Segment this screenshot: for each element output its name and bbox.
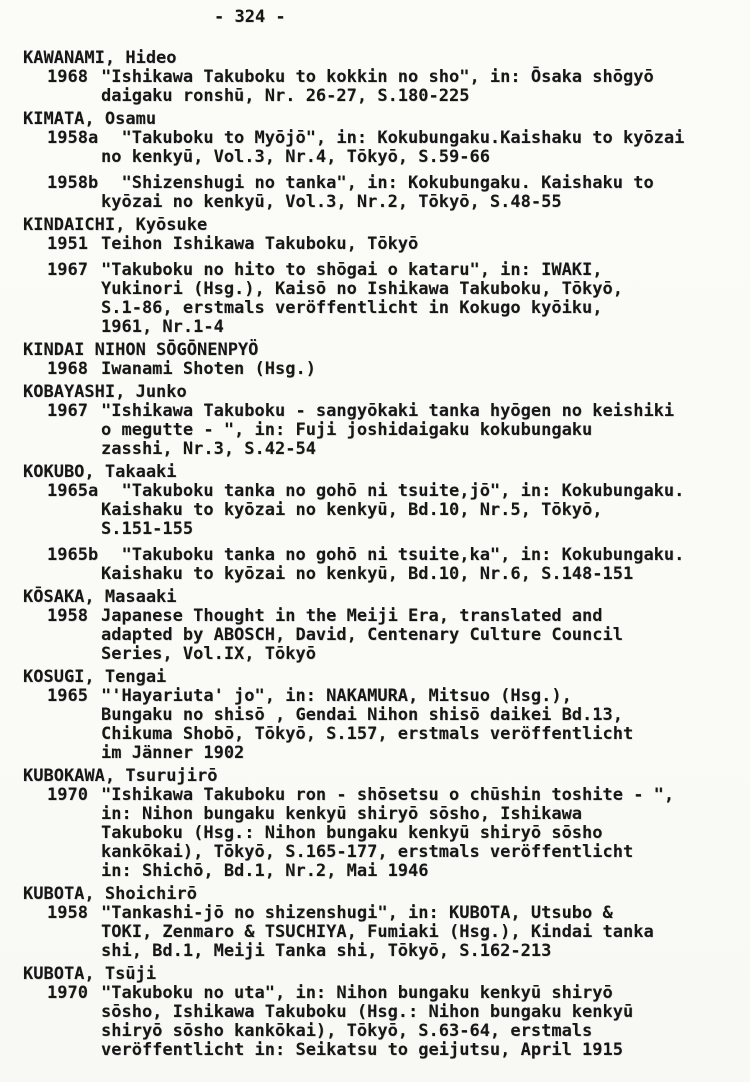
entry-year: 1967 (47, 401, 88, 421)
entry-text-line: "Ishikawa Takuboku ron - shōsetsu o chūshin toshite - ", (101, 785, 675, 805)
bibliography-author-group (0, 216, 750, 337)
entry-year: 1968 (47, 359, 88, 379)
entry-text-line: "Shizenshugi no tanka", in: Kokubungaku. Kaishaku to (101, 173, 654, 193)
entry-year: 1968 (47, 67, 88, 87)
entry-text (101, 482, 750, 539)
bibliography-author-group (0, 110, 750, 212)
entry-year: 1958b (47, 173, 99, 193)
entry-text (101, 235, 750, 254)
entry-text-line: Bungaku no shisō , Gendai Nihon shisō daikei Bd.13, (101, 705, 623, 725)
bibliography-author-group (0, 885, 750, 961)
bibliography-entry (0, 402, 750, 459)
entry-text (101, 687, 750, 763)
entry-year: 1951 (47, 234, 88, 254)
entry-text-line: in: Shichō, Bd.1, Nr.2, Mai 1946 (101, 861, 429, 881)
bibliography-entry (0, 360, 750, 379)
entry-year: 1958 (47, 903, 88, 923)
entry-text (101, 261, 750, 337)
author-name: KŌSAKA, Masaaki (23, 587, 177, 607)
entry-text-line: in: Nihon bungaku kenkyū shiryō sōsho, Ishikawa (101, 804, 583, 824)
entry-text (101, 984, 750, 1060)
entry-year: 1970 (47, 785, 88, 805)
entry-text-line: 1961, Nr.1-4 (101, 317, 224, 337)
author-name: KIMATA, Osamu (23, 109, 157, 129)
bibliography-entry (0, 607, 750, 664)
entry-text-line: shiryō sōsho kankōkai), Tōkyō, S.63-64, erstmals (101, 1021, 593, 1041)
entry-text-line: Takuboku (Hsg.: Nihon bungaku kenkyū shiryō sōsho (101, 823, 603, 843)
entry-text (101, 786, 750, 881)
page-number: - 324 - (214, 7, 286, 27)
bibliography-entry (0, 68, 750, 106)
bibliography-entry (0, 904, 750, 961)
entry-text-line: Teihon Ishikawa Takuboku, Tōkyō (101, 234, 419, 254)
author-name: KAWANAMI, Hideo (23, 48, 177, 68)
entry-text-line: im Jänner 1902 (101, 743, 245, 763)
entry-text (101, 904, 750, 961)
entry-text-line: "Tankashi-jō no shizenshugi", in: KUBOTA, Utsubo & (101, 903, 613, 923)
bibliography-entry (0, 786, 750, 881)
entry-text-line: Chikuma Shobō, Tōkyō, S.157, erstmals veröffentlicht (101, 724, 634, 744)
entry-text-line: "Takuboku to Myōjō", in: Kokubungaku.Kaishaku to kyōzai (101, 128, 685, 148)
entry-year: 1965a (47, 481, 99, 501)
bibliography-author-group (0, 965, 750, 1060)
entry-text-line: "Takuboku tanka no gohō ni tsuite,jō", in: Kokubungaku. (101, 481, 685, 501)
entry-text-line: Yukinori (Hsg.), Kaisō no Ishikawa Takuboku, Tōkyō, (101, 279, 623, 299)
entry-year: 1967 (47, 260, 88, 280)
author-name: KUBOTA, Tsūji (23, 964, 157, 984)
entry-text-line: veröffentlicht in: Seikatsu to geijutsu, April 1915 (101, 1040, 623, 1060)
entry-text (101, 607, 750, 664)
entry-text-line: kyōzai no kenkyū, Vol.3, Nr.2, Tōkyō, S.48-55 (101, 192, 562, 212)
bibliography-entry (0, 546, 750, 584)
entry-text-line: shi, Bd.1, Meiji Tanka shi, Tōkyō, S.162-213 (101, 941, 552, 961)
bibliography-author-group (0, 341, 750, 379)
entry-text-line: daigaku ronshū, Nr. 26-27, S.180-225 (101, 86, 470, 106)
entry-year: 1970 (47, 983, 88, 1003)
bibliography-entry (0, 235, 750, 254)
entry-year: 1965 (47, 686, 88, 706)
entry-year: 1965b (47, 545, 99, 565)
author-name: KOBAYASHI, Junko (23, 382, 187, 402)
entry-text-line: zasshi, Nr.3, S.42-54 (101, 439, 316, 459)
entry-text-line: "Ishikawa Takuboku to kokkin no sho", in: Ōsaka shōgyō (101, 67, 654, 87)
entry-text-line: Series, Vol.IX, Tōkyō (101, 644, 316, 664)
author-name: KINDAICHI, Kyōsuke (23, 215, 208, 235)
bibliography-author-group (0, 588, 750, 664)
entry-text-line: TOKI, Zenmaro & TSUCHIYA, Fumiaki (Hsg.), Kindai tanka (101, 922, 654, 942)
entry-text (101, 174, 750, 212)
entry-text-line: "Takuboku no uta", in: Nihon bungaku kenkyū shiryō (101, 983, 613, 1003)
entry-text-line: S.151-155 (101, 519, 194, 539)
entry-text-line: S.1-86, erstmals veröffentlicht in Kokugo kyōiku, (101, 298, 603, 318)
author-name: KUBOKAWA, Tsurujirō (23, 766, 218, 786)
bibliography-author-group (0, 463, 750, 584)
entry-text-line: "Takuboku tanka no gohō ni tsuite,ka", in: Kokubungaku. (101, 545, 685, 565)
entry-text-line: Japanese Thought in the Meiji Era, translated and (101, 606, 603, 626)
entry-text-line: "Takuboku no hito to shōgai o kataru", in: IWAKI, (101, 260, 603, 280)
bibliography-list (0, 49, 750, 1060)
entry-text-line: kankōkai), Tōkyō, S.165-177, erstmals veröffentlicht (101, 842, 634, 862)
entry-text-line: Iwanami Shoten (Hsg.) (101, 359, 316, 379)
entry-text (101, 68, 750, 106)
bibliography-author-group (0, 668, 750, 763)
entry-text-line: adapted by ABOSCH, David, Centenary Culture Council (101, 625, 623, 645)
entry-text-line: o megutte - ", in: Fuji joshidaigaku kokubungaku (101, 420, 593, 440)
author-name: KOSUGI, Tengai (23, 667, 167, 687)
entry-text-line: Kaishaku to kyōzai no kenkyū, Bd.10, Nr.5, Tōkyō, (101, 500, 603, 520)
author-name: KUBOTA, Shoichirō (23, 884, 197, 904)
entry-text-line: "Ishikawa Takuboku - sangyōkaki tanka hyōgen no keishiki (101, 401, 675, 421)
entry-text-line: Kaishaku to kyōzai no kenkyū, Bd.10, Nr.6, S.148-151 (101, 564, 634, 584)
bibliography-entry (0, 687, 750, 763)
bibliography-author-group (0, 767, 750, 881)
author-name: KINDAI NIHON SŌGŌNENPYÖ (23, 340, 259, 360)
author-name: KOKUBO, Takaaki (23, 462, 177, 482)
entry-text-line: sōsho, Ishikawa Takuboku (Hsg.: Nihon bungaku kenkyū (101, 1002, 634, 1022)
bibliography-author-group (0, 49, 750, 106)
entry-text (101, 129, 750, 167)
entry-text (101, 402, 750, 459)
entry-text-line: "'Hayariuta' jo", in: NAKAMURA, Mitsuo (Hsg.), (101, 686, 572, 706)
bibliography-entry (0, 174, 750, 212)
bibliography-entry (0, 129, 750, 167)
entry-year: 1958 (47, 606, 88, 626)
entry-year: 1958a (47, 128, 99, 148)
bibliography-entry (0, 482, 750, 539)
entry-text (101, 546, 750, 584)
bibliography-entry (0, 261, 750, 337)
bibliography-author-group (0, 383, 750, 459)
entry-text-line: no kenkyū, Vol.3, Nr.4, Tōkyō, S.59-66 (101, 147, 490, 167)
entry-text (101, 360, 750, 379)
bibliography-entry (0, 984, 750, 1060)
